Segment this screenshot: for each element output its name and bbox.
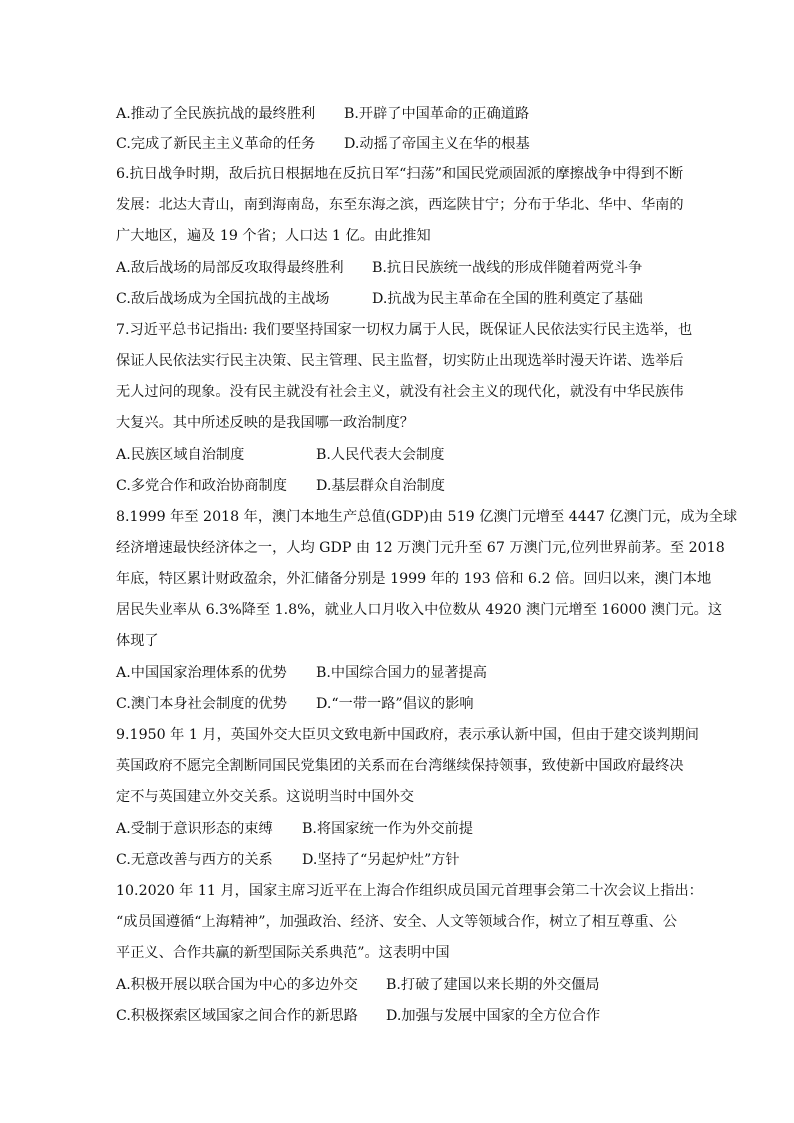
q10-option-a[interactable]: A.积极开展以联合国为中心的多边外交 <box>116 977 358 993</box>
q9-option-a[interactable]: A.受制于意识形态的束缚 <box>116 821 273 837</box>
q8-stem-line: 8.1999 年至 2018 年，澳门本地生产总值(GDP)由 519 亿澳门元增至 4447 亿澳门元，成为全球 <box>116 509 738 525</box>
q6-stem-line: 广大地区，遍及 19 个省；人口达 1 亿。由此推知 <box>116 228 431 244</box>
q7-option-c[interactable]: C.多党合作和政治协商制度 <box>116 478 287 494</box>
q9-option-c[interactable]: C.无意改善与西方的关系 <box>116 852 273 868</box>
q6-option-b[interactable]: B.抗日民族统一战线的形成伴随着两党斗争 <box>372 260 643 276</box>
q10-stem-line: 10.2020 年 11 月，国家主席习近平在上海合作组织成员国元首理事会第二十次会议上指出： <box>116 883 703 899</box>
q7-stem-line: 7.习近平总书记指出: 我们要坚持国家一切权力属于人民，既保证人民依法实行民主选举，也 <box>116 322 693 338</box>
q7-option-d[interactable]: D.基层群众自治制度 <box>316 478 445 494</box>
q9-option-d[interactable]: D.坚持了“另起炉灶”方针 <box>302 852 460 868</box>
q5-option-d[interactable]: D.动摇了帝国主义在华的根基 <box>344 136 530 152</box>
q10-stem-line: 平正义、合作共赢的新型国际关系典范”。这表明中国 <box>116 945 450 961</box>
q9-stem-line: 9.1950 年 1 月，英国外交大臣贝文致电新中国政府，表示承认新中国，但由于建交谈判期间 <box>116 727 699 743</box>
q6-option-d[interactable]: D.抗战为民主革命在全国的胜利奠定了基础 <box>372 291 643 307</box>
q6-stem-line: 6.抗日战争时期，敌后抗日根据地在反抗日军“扫荡”和国民党顽固派的摩擦战争中得到不断 <box>116 166 684 182</box>
q6-option-a[interactable]: A.敌后战场的局部反攻取得最终胜利 <box>116 260 344 276</box>
q7-option-b[interactable]: B.人民代表大会制度 <box>316 447 445 463</box>
q8-option-b[interactable]: B.中国综合国力的显著提高 <box>316 665 487 681</box>
q8-option-c[interactable]: C.澳门本身社会制度的优势 <box>116 696 287 712</box>
q6-option-c[interactable]: C.敌后战场成为全国抗战的主战场 <box>116 291 330 307</box>
q7-stem-line: 无人过问的现象。没有民主就没有社会主义，就没有社会主义的现代化，就没有中华民族伟 <box>116 384 684 400</box>
q9-stem-line: 英国政府不愿完全割断同国民党集团的关系而在台湾继续保持领事，致使新中国政府最终决 <box>116 758 684 774</box>
q9-option-b[interactable]: B.将国家统一作为外交前提 <box>302 821 473 837</box>
q6-stem-line: 发展：北达大青山，南到海南岛，东至东海之滨，西迄陕甘宁；分布于华北、华中、华南的 <box>116 197 684 213</box>
q8-stem-line: 经济增速最快经济体之一，人均 GDP 由 12 万澳门元升至 67 万澳门元,位列世界前茅。至 2018 <box>116 540 725 556</box>
q8-option-d[interactable]: D.“一带一路”倡议的影响 <box>316 696 474 712</box>
q5-option-b[interactable]: B.开辟了中国革命的正确道路 <box>344 106 530 122</box>
q9-stem-line: 定不与英国建立外交关系。这说明当时中国外交 <box>116 789 414 805</box>
q10-option-c[interactable]: C.积极探索区域国家之间合作的新思路 <box>116 1008 358 1024</box>
q7-option-a[interactable]: A.民族区域自治制度 <box>116 447 245 463</box>
q7-stem-line: 保证人民依法实行民主决策、民主管理、民主监督，切实防止出现选举时漫天许诺、选举后 <box>116 353 684 369</box>
q5-option-a[interactable]: A.推动了全民族抗战的最终胜利 <box>116 106 316 122</box>
q10-stem-line: “成员国遵循“上海精神”，加强政治、经济、安全、人文等领域合作，树立了相互尊重、公 <box>116 914 677 930</box>
q8-stem-line: 年底，特区累计财政盈余，外汇储备分别是 1999 年的 193 倍和 6.2 倍。回归以来，澳门本地 <box>116 571 712 587</box>
q10-option-b[interactable]: B.打破了建国以来长期的外交僵局 <box>386 977 600 993</box>
q5-option-c[interactable]: C.完成了新民主主义革命的任务 <box>116 136 316 152</box>
q8-option-a[interactable]: A.中国国家治理体系的优势 <box>116 665 287 681</box>
q10-option-d[interactable]: D.加强与发展中国家的全方位合作 <box>386 1008 601 1024</box>
q8-stem-line: 体现了 <box>116 633 159 649</box>
q7-stem-line: 大复兴。其中所述反映的是我国哪一政治制度？ <box>116 415 414 431</box>
q8-stem-line: 居民失业率从 6.3%降至 1.8%，就业人口月收入中位数从 4920 澳门元增至 16000 澳门元。这 <box>116 602 723 618</box>
